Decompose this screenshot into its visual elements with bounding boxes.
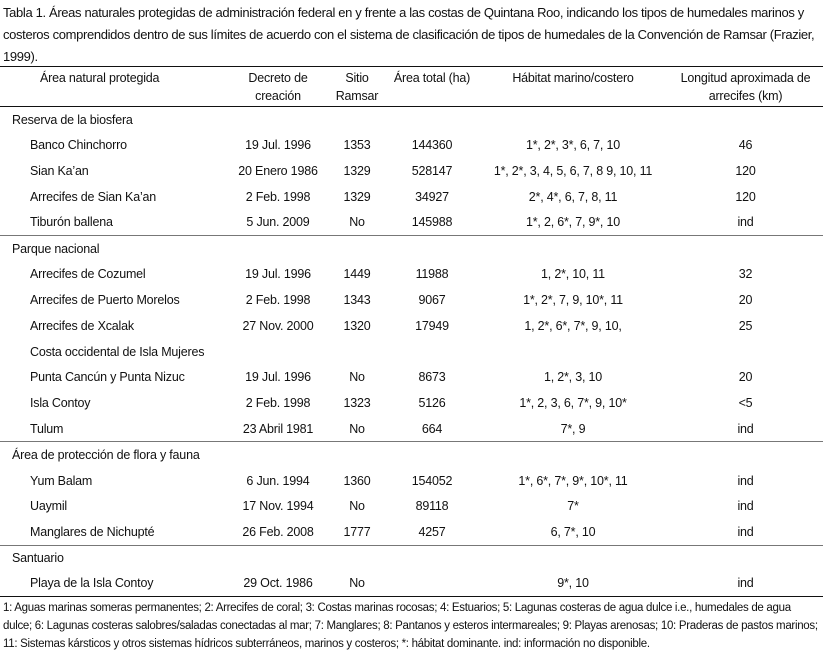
cell-area-total: 4257 (418, 524, 446, 539)
cell-area-total: 154052 (411, 473, 453, 488)
cell-area-total: 144360 (411, 138, 453, 153)
header-decreto: Decreto de creación (248, 71, 308, 103)
cell-longitud: ind (737, 499, 754, 514)
cell-habitat: 7* (567, 499, 579, 514)
table-row (0, 468, 823, 494)
section-row (0, 442, 823, 468)
section-row (0, 545, 823, 571)
cell-sitio-ramsar: 1353 (343, 138, 371, 153)
table-row (0, 132, 823, 158)
table-header-row (0, 67, 823, 107)
cell-area-name: Arrecifes de Cozumel (30, 267, 146, 282)
cell-longitud: 32 (738, 267, 753, 282)
cell-sitio-ramsar: 1329 (343, 163, 371, 178)
table-row (0, 210, 823, 236)
header-area: Área natural protegida (40, 71, 160, 85)
cell-sitio-ramsar: No (349, 499, 365, 514)
cell-sitio-ramsar: No (349, 215, 365, 230)
cell-longitud: ind (737, 524, 754, 539)
cell-decreto: 20 Enero 1986 (238, 163, 318, 178)
cell-longitud: ind (737, 473, 754, 488)
cell-area-total: 11988 (415, 267, 449, 282)
header-sitio: Sitio Ramsar (335, 71, 379, 103)
section-label: Área de protección de flora y fauna (0, 442, 823, 468)
table-row (0, 261, 823, 287)
cell-habitat: 1, 2*, 6*, 7*, 9, 10, (524, 318, 622, 333)
cell-area-name: Tulum (30, 421, 64, 436)
cell-area-name: Uaymil (30, 499, 67, 514)
cell-decreto (228, 339, 328, 365)
cell-area-name: Isla Contoy (30, 396, 91, 411)
table-row (0, 493, 823, 519)
cell-sitio-ramsar: 1320 (343, 318, 371, 333)
cell-decreto: 26 Feb. 2008 (242, 524, 314, 539)
cell-sitio-ramsar: 1360 (343, 473, 371, 488)
cell-sitio-ramsar (328, 339, 386, 365)
cell-decreto: 19 Jul. 1996 (245, 138, 311, 153)
cell-area-name: Tiburón ballena (30, 215, 113, 230)
cell-habitat: 1*, 2*, 3, 4, 5, 6, 7, 8 9, 10, 11 (493, 163, 653, 178)
cell-habitat: 7*, 9 (560, 421, 586, 436)
cell-area-name: Punta Cancún y Punta Nizuc (30, 370, 185, 385)
section-row (0, 235, 823, 261)
cell-decreto: 29 Oct. 1986 (243, 576, 313, 591)
cell-decreto: 2 Feb. 1998 (245, 292, 311, 307)
table-row (0, 364, 823, 390)
cell-longitud: 120 (735, 189, 756, 204)
cell-longitud: <5 (738, 396, 753, 411)
header-longitud: Longitud aproximada de arrecifes (km) (680, 71, 811, 103)
cell-area-total (386, 339, 478, 365)
cell-area-name: Arrecifes de Puerto Morelos (30, 292, 180, 307)
cell-decreto: 5 Jun. 2009 (246, 215, 310, 230)
cell-area-total: 8673 (418, 370, 446, 385)
cell-sitio-ramsar: No (349, 576, 365, 591)
section-label: Reserva de la biosfera (12, 112, 133, 127)
cell-area-name: Playa de la Isla Contoy (30, 576, 154, 591)
cell-habitat: 9*, 10 (557, 576, 589, 591)
cell-sitio-ramsar: 1449 (343, 267, 371, 282)
cell-area-total (386, 571, 478, 597)
cell-habitat: 1*, 2*, 3*, 6, 7, 10 (526, 138, 620, 153)
protected-areas-table (0, 66, 823, 597)
cell-longitud: 46 (738, 138, 753, 153)
cell-habitat: 6, 7*, 10 (550, 524, 596, 539)
section-row (0, 107, 823, 133)
table-row (0, 519, 823, 545)
cell-habitat (478, 339, 668, 365)
cell-decreto: 23 Abril 1981 (242, 421, 314, 436)
table-row (0, 184, 823, 210)
cell-longitud: 25 (738, 318, 753, 333)
table-row (0, 416, 823, 442)
cell-habitat: 1*, 6*, 7*, 9*, 10*, 11 (518, 473, 628, 488)
cell-decreto: 2 Feb. 1998 (245, 189, 311, 204)
cell-area-total: 17949 (415, 318, 449, 333)
cell-longitud: 20 (738, 292, 753, 307)
cell-area-name: Manglares de Nichupté (30, 524, 155, 539)
cell-longitud: ind (737, 215, 754, 230)
cell-area-name: Arrecifes de Sian Ka’an (30, 189, 157, 204)
cell-habitat: 1, 2*, 3, 10 (543, 370, 603, 385)
cell-area-name: Arrecifes de Xcalak (30, 318, 134, 333)
table-row (0, 313, 823, 339)
cell-longitud: ind (737, 421, 754, 436)
cell-area-total: 5126 (418, 396, 446, 411)
cell-decreto: 6 Jun. 1994 (246, 473, 310, 488)
cell-longitud: 20 (738, 370, 753, 385)
cell-decreto: 19 Jul. 1996 (245, 267, 311, 282)
cell-area-total: 528147 (411, 163, 453, 178)
cell-sitio-ramsar: 1343 (343, 292, 371, 307)
cell-longitud (668, 339, 823, 365)
header-area-total: Área total (ha) (393, 71, 471, 85)
cell-sitio-ramsar: 1329 (343, 189, 371, 204)
cell-decreto: 19 Jul. 1996 (245, 370, 311, 385)
cell-decreto: 27 Nov. 2000 (242, 318, 314, 333)
cell-area-total: 89118 (415, 499, 449, 514)
cell-habitat: 1*, 2, 3, 6, 7*, 9, 10* (519, 396, 627, 411)
section-label: Santuario (0, 545, 823, 571)
table-row (0, 390, 823, 416)
cell-habitat: 2*, 4*, 6, 7, 8, 11 (528, 189, 618, 204)
cell-area-total: 9067 (418, 292, 446, 307)
cell-area-total: 664 (421, 421, 443, 436)
cell-sitio-ramsar: 1323 (343, 396, 371, 411)
table-footnote: 1: Aguas marinas someras permanentes; 2: Arrecifes de coral; 3: Costas marinas rocosas; 4: Estuarios; 5: Lagunas costeras de agua dulce i.e., humedales de agua dulce; 6: Lagunas costeras salobres/saladas conectadas al mar; 7: Manglares; 8: Pantanos y esteros intermareales; 9: Playas arenosas; 10: Praderas de pastos marinos; 11: Sistemas kársticos y otros sistemas hídricos subterráneos, marinos y costeros; *: hábitat dominante. ind: información no disponible. (3, 602, 818, 650)
cell-sitio-ramsar: No (349, 370, 365, 385)
section-label: Parque nacional (0, 235, 823, 261)
table-caption: Tabla 1. Áreas naturales protegidas de administración federal en y frente a las costas de Quintana Roo, indicando los tipos de humedales marinos y costeros comprendidos dentro de sus límites de acuerdo con el sistema de clasificación de tipos de humedales de la Convención de Ramsar (Frazier, 1999). (3, 5, 815, 64)
cell-area-total: 145988 (411, 215, 453, 230)
header-habitat: Hábitat marino/costero (512, 71, 634, 85)
cell-longitud: 120 (735, 163, 756, 178)
table-row (0, 158, 823, 184)
cell-area-total: 34927 (415, 189, 449, 204)
cell-habitat: 1, 2*, 10, 11 (541, 267, 605, 282)
cell-area-name: Yum Balam (30, 473, 93, 488)
cell-decreto: 2 Feb. 1998 (245, 396, 311, 411)
table-row (0, 339, 823, 365)
cell-longitud: ind (737, 576, 754, 591)
cell-decreto: 17 Nov. 1994 (242, 499, 314, 514)
cell-area-name: Banco Chinchorro (30, 138, 127, 153)
table-row (0, 287, 823, 313)
cell-area-name: Costa occidental de Isla Mujeres (30, 344, 205, 359)
table-row (0, 571, 823, 597)
cell-habitat: 1*, 2, 6*, 7, 9*, 10 (526, 215, 620, 230)
cell-sitio-ramsar: 1777 (343, 524, 371, 539)
cell-area-name: Sian Ka’an (30, 163, 89, 178)
cell-habitat: 1*, 2*, 7, 9, 10*, 11 (523, 292, 623, 307)
cell-sitio-ramsar: No (349, 421, 365, 436)
